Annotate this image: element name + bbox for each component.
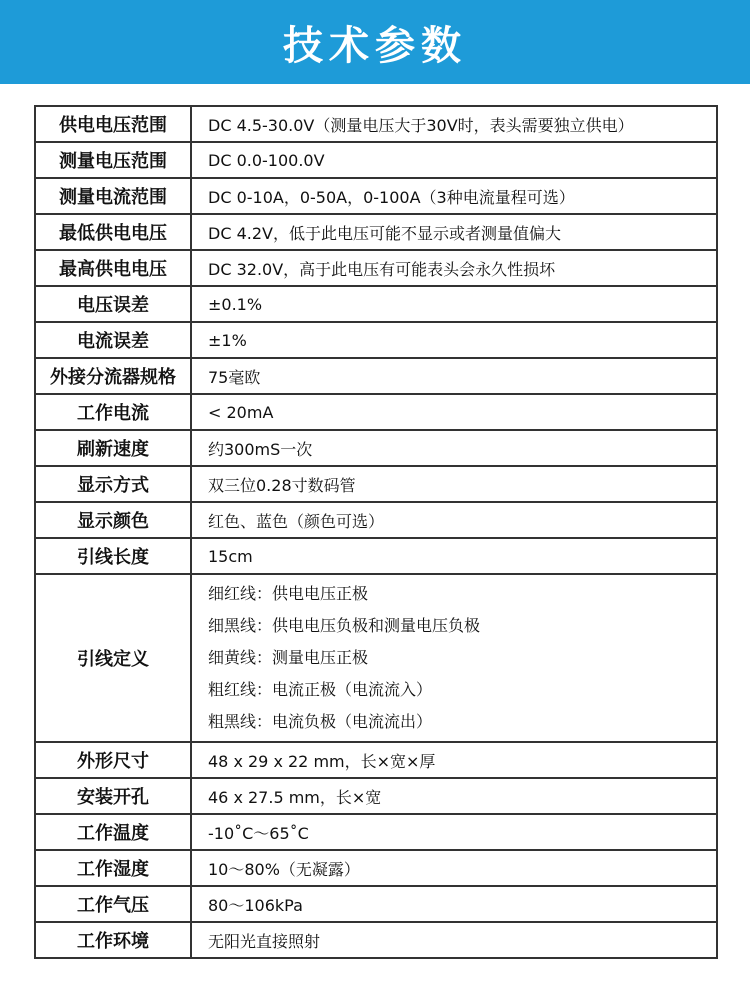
- spec-label: 显示颜色: [35, 502, 191, 538]
- spec-value: 约300mS一次: [191, 430, 717, 466]
- spec-row: [35, 358, 717, 394]
- spec-row: [35, 430, 717, 466]
- spec-value: 10～80%（无凝露）: [191, 850, 717, 886]
- spec-row: [35, 178, 717, 214]
- spec-label: 外形尺寸: [35, 742, 191, 778]
- spec-value: -10˚C～65˚C: [191, 814, 717, 850]
- spec-row: [35, 250, 717, 286]
- spec-label: 电流误差: [35, 322, 191, 358]
- spec-value: 48 x 29 x 22 mm，长×宽×厚: [191, 742, 717, 778]
- wire-line: 粗红线：电流正极（电流流入）: [208, 680, 433, 699]
- spec-label: 供电电压范围: [35, 106, 191, 142]
- spec-value: < 20mA: [191, 394, 717, 430]
- spec-label: 安装开孔: [35, 778, 191, 814]
- spec-row: [35, 142, 717, 178]
- spec-label: 测量电流范围: [35, 178, 191, 214]
- wire-line: 细黄线：测量电压正极: [208, 648, 369, 667]
- wire-line: 粗黑线：电流负极（电流流出）: [208, 712, 433, 731]
- spec-row: [35, 850, 717, 886]
- page-header: [0, 0, 750, 84]
- spec-label: 工作湿度: [35, 850, 191, 886]
- spec-row: [35, 502, 717, 538]
- spec-value: DC 32.0V，高于此电压有可能表头会永久性损坏: [191, 250, 717, 286]
- spec-value: DC 0.0-100.0V: [191, 142, 717, 178]
- spec-value: ±0.1%: [191, 286, 717, 322]
- spec-table: [34, 105, 718, 959]
- wire-line: 细红线：供电电压正极: [208, 584, 369, 603]
- spec-label: 工作电流: [35, 394, 191, 430]
- spec-label: 引线定义: [35, 574, 191, 742]
- spec-label: 最高供电电压: [35, 250, 191, 286]
- spec-label: 显示方式: [35, 466, 191, 502]
- spec-value: ±1%: [191, 322, 717, 358]
- spec-row: [35, 922, 717, 958]
- spec-label: 工作环境: [35, 922, 191, 958]
- spec-row: [35, 394, 717, 430]
- spec-value: 75毫欧: [191, 358, 717, 394]
- spec-row: [35, 778, 717, 814]
- spec-value: DC 4.5-30.0V（测量电压大于30V时，表头需要独立供电）: [191, 106, 717, 142]
- spec-value: 15cm: [191, 538, 717, 574]
- wire-definition-list: [191, 574, 717, 742]
- spec-label: 测量电压范围: [35, 142, 191, 178]
- spec-row: [35, 466, 717, 502]
- spec-value: 双三位0.28寸数码管: [191, 466, 717, 502]
- spec-value: 80～106kPa: [191, 886, 717, 922]
- spec-label: 最低供电电压: [35, 214, 191, 250]
- wire-line: 细黑线：供电电压负极和测量电压负极: [208, 616, 481, 635]
- page-title: 技术参数: [283, 22, 467, 69]
- spec-label: 外接分流器规格: [35, 358, 191, 394]
- spec-row: [35, 214, 717, 250]
- spec-value: 46 x 27.5 mm，长×宽: [191, 778, 717, 814]
- spec-label: 刷新速度: [35, 430, 191, 466]
- spec-row: [35, 538, 717, 574]
- spec-row: [35, 106, 717, 142]
- spec-row: [35, 742, 717, 778]
- spec-label: 引线长度: [35, 538, 191, 574]
- spec-value: DC 4.2V，低于此电压可能不显示或者测量值偏大: [191, 214, 717, 250]
- spec-row: [35, 286, 717, 322]
- spec-value: 无阳光直接照射: [191, 922, 717, 958]
- spec-value: DC 0-10A，0-50A，0-100A（3种电流量程可选）: [191, 178, 717, 214]
- spec-row: [35, 814, 717, 850]
- spec-label: 电压误差: [35, 286, 191, 322]
- spec-row: [35, 886, 717, 922]
- spec-label: 工作温度: [35, 814, 191, 850]
- spec-value: 红色、蓝色（颜色可选）: [191, 502, 717, 538]
- wire-definition-row: [35, 574, 717, 742]
- spec-label: 工作气压: [35, 886, 191, 922]
- spec-row: [35, 322, 717, 358]
